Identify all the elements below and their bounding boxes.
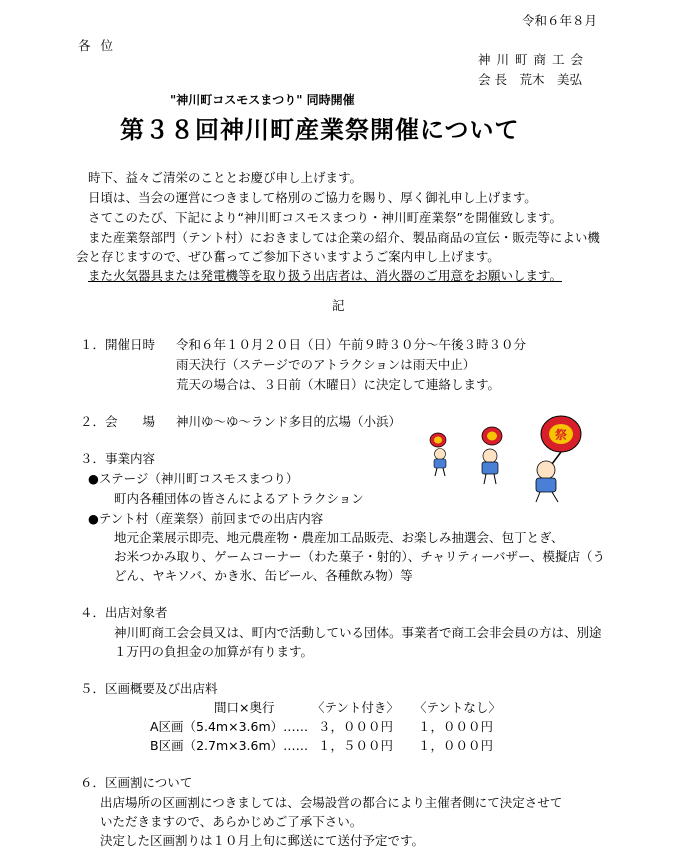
section-3-line: ●テント村（産業祭）前回までの出店内容 bbox=[88, 511, 324, 526]
addressee: 各位 bbox=[78, 38, 124, 53]
section-3-line: お米つかみ取り、ゲームコーナー（わた菓子・射的）、チャリティーバザー、模擬店（う bbox=[114, 549, 606, 564]
intro-line: 時下、益々ご清栄のこととお慶び申し上げます。 bbox=[88, 170, 363, 185]
section-4-label: ４．出店対象者 bbox=[80, 605, 168, 620]
document-title: 第３８回神川町産業祭開催について bbox=[120, 116, 520, 144]
fee-row-b-without-tent: １，０００円 bbox=[418, 738, 494, 753]
fee-row-a-without-tent: １，０００円 bbox=[418, 719, 494, 734]
fee-header-without-tent: 〈テントなし〉 bbox=[414, 700, 501, 715]
section-6-label: ６．区画割について bbox=[80, 775, 193, 790]
child-figure-small bbox=[430, 433, 446, 476]
section-1-line: 雨天決行（ステージでのアトラクションは雨天中止） bbox=[176, 357, 476, 372]
section-1-line: 令和６年１０月２０日（日）午前９時３０分～午後３時３０分 bbox=[176, 337, 527, 352]
section-5-label: ５．区画概要及び出店料 bbox=[80, 681, 218, 696]
section-2-label: ２．会 場 bbox=[80, 414, 156, 429]
fee-row-a-name: A区画（5.4m×3.6m）…… bbox=[150, 719, 309, 734]
fee-row-a-with-tent: ３，０００円 bbox=[318, 719, 394, 734]
section-3-line: 町内各種団体の皆さんによるアトラクション bbox=[114, 491, 364, 506]
subtitle: "神川町コスモスまつり" 同時開催 bbox=[170, 93, 355, 107]
section-3-label: ３．事業内容 bbox=[80, 451, 156, 466]
section-2-value: 神川ゆ～ゆ～ランド多目的広場（小浜） bbox=[176, 414, 402, 429]
sender-organization: 神川町商工会 bbox=[478, 52, 590, 67]
uchiwa-fan-icon bbox=[541, 416, 581, 464]
section-3-line: ●ステージ（神川町コスモスまつり） bbox=[88, 471, 299, 486]
section-4-line: １万円の負担金の加算が有ります。 bbox=[114, 644, 314, 659]
section-4-line: 神川町商工会会員又は、町内で活動している団体。事業者で商工会非会員の方は、別途 bbox=[114, 625, 602, 640]
fee-row-b-with-tent: １，５００円 bbox=[318, 738, 394, 753]
ki-marker: 記 bbox=[332, 298, 345, 313]
festival-children-uchiwa-illustration bbox=[424, 412, 594, 504]
svg-text:祭: 祭 bbox=[554, 428, 568, 442]
fee-header-size: 間口×奥行 bbox=[214, 700, 275, 715]
intro-warning: また火気器具または発電機等を取り扱う出店者は、消火器のご用意をお願いします。 bbox=[88, 268, 563, 283]
document-date: 令和６年８月 bbox=[522, 13, 598, 28]
section-6-line: 決定した区画割りは１０月上旬に郵送にて送付予定です。 bbox=[100, 833, 425, 848]
intro-line: 日頃は、当会の運営につきまして格別のご協力を賜り、厚く御礼申し上げます。 bbox=[88, 190, 537, 205]
fee-row-b-name: B区画（2.7m×3.6m）…… bbox=[150, 738, 309, 753]
section-6-line: いただきますので、あらかじめご了承下さい。 bbox=[100, 814, 363, 829]
section-1-line: 荒天の場合は、３日前（木曜日）に決定して連絡します。 bbox=[176, 377, 501, 392]
fee-header-with-tent: 〈テント付き〉 bbox=[312, 700, 399, 715]
intro-line: また産業祭部門（テント村）におきましては企業の紹介、製品商品の宣伝・販売等によい機 bbox=[88, 230, 600, 245]
section-6-line: 出店場所の区画割につきましては、会場設営の都合により主催者側にて決定させて bbox=[100, 795, 563, 810]
section-3-line: どん、ヤキソバ、かき氷、缶ビール、各種飲み物）等 bbox=[114, 568, 413, 583]
section-3-line: 地元企業展示即売、地元農産物・農産加工品販売、お楽しみ抽選会、包丁とぎ、 bbox=[114, 530, 564, 545]
child-figure-large bbox=[536, 461, 558, 502]
section-1-label: １．開催日時 bbox=[80, 337, 156, 352]
sender-president: 会 長 荒木 美弘 bbox=[478, 72, 582, 87]
child-figure-medium bbox=[482, 427, 502, 484]
intro-line: 会と存じますので、ぜひ奮ってご参加下さいますようご案内申し上げます。 bbox=[76, 249, 500, 264]
intro-line: さてこのたび、下記により“神川町コスモスまつり・神川町産業祭”を開催致します。 bbox=[88, 210, 562, 225]
